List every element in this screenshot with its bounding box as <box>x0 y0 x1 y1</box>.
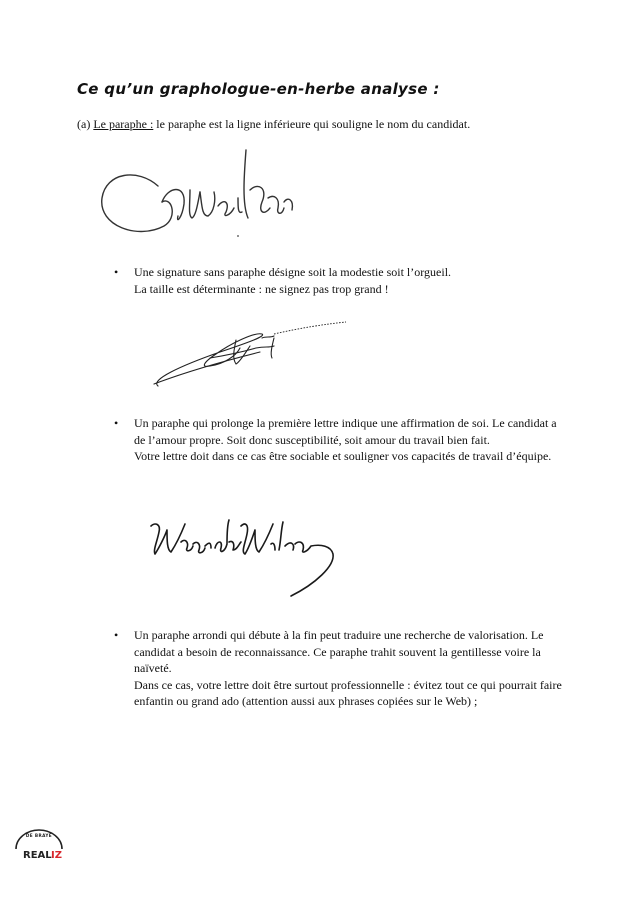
bullet-2-line-1: Un paraphe qui prolonge la première lettre indique une affirmation de soi. Le candidat a de l’amour propre. Soit donc susceptibilité, soit amour du travail bien fait. <box>134 416 557 447</box>
intro-paragraph <box>77 116 597 133</box>
intro-prefix: (a) <box>77 117 94 131</box>
bullet-item-2 <box>114 415 564 465</box>
bullet-item-1 <box>114 264 564 297</box>
signature-image-3 <box>145 512 345 602</box>
bullet-3-line-2: Dans ce cas, votre lettre doit être surtout professionnelle : évitez tout ce qui pourrait faire enfantin ou grand ado (attention aussi aux phrases copiées sur le Web) ; <box>134 677 562 708</box>
bullet-1-line-1: Une signature sans paraphe désigne soit la modestie soit l’orgueil. <box>134 265 452 279</box>
bullet-marker: • <box>114 628 119 642</box>
logo-top-text: DE BRAYE <box>25 833 53 838</box>
signature-image-1 <box>98 146 298 246</box>
bullet-marker: • <box>114 265 119 279</box>
bullet-3-line-1: Un paraphe arrondi qui débute à la fin peut traduire une recherche de valorisation. Le candidat a besoin de reconnaissance. Ce paraphe trahit souvent la gentillesse voire la naïveté. <box>134 628 544 675</box>
signature-image-2 <box>150 318 350 393</box>
bullet-2-line-2: Votre lettre doit dans ce cas être sociable et souligner vos capacités de travail d’équipe. <box>134 449 552 463</box>
page-title: Ce qu’un graphologue-en-herbe analyse : <box>77 80 440 98</box>
logo-brand-a: REAL <box>23 850 52 861</box>
bullet-1-line-2: La taille est déterminante : ne signez pas trop grand ! <box>134 281 389 296</box>
realiz-logo <box>8 823 70 865</box>
logo-brand-b: IZ <box>51 850 62 861</box>
intro-text: le paraphe est la ligne inférieure qui souligne le nom du candidat. <box>153 117 471 131</box>
bullet-item-3 <box>114 627 564 710</box>
intro-term: Le paraphe : <box>93 117 154 131</box>
bullet-marker: • <box>114 416 119 430</box>
